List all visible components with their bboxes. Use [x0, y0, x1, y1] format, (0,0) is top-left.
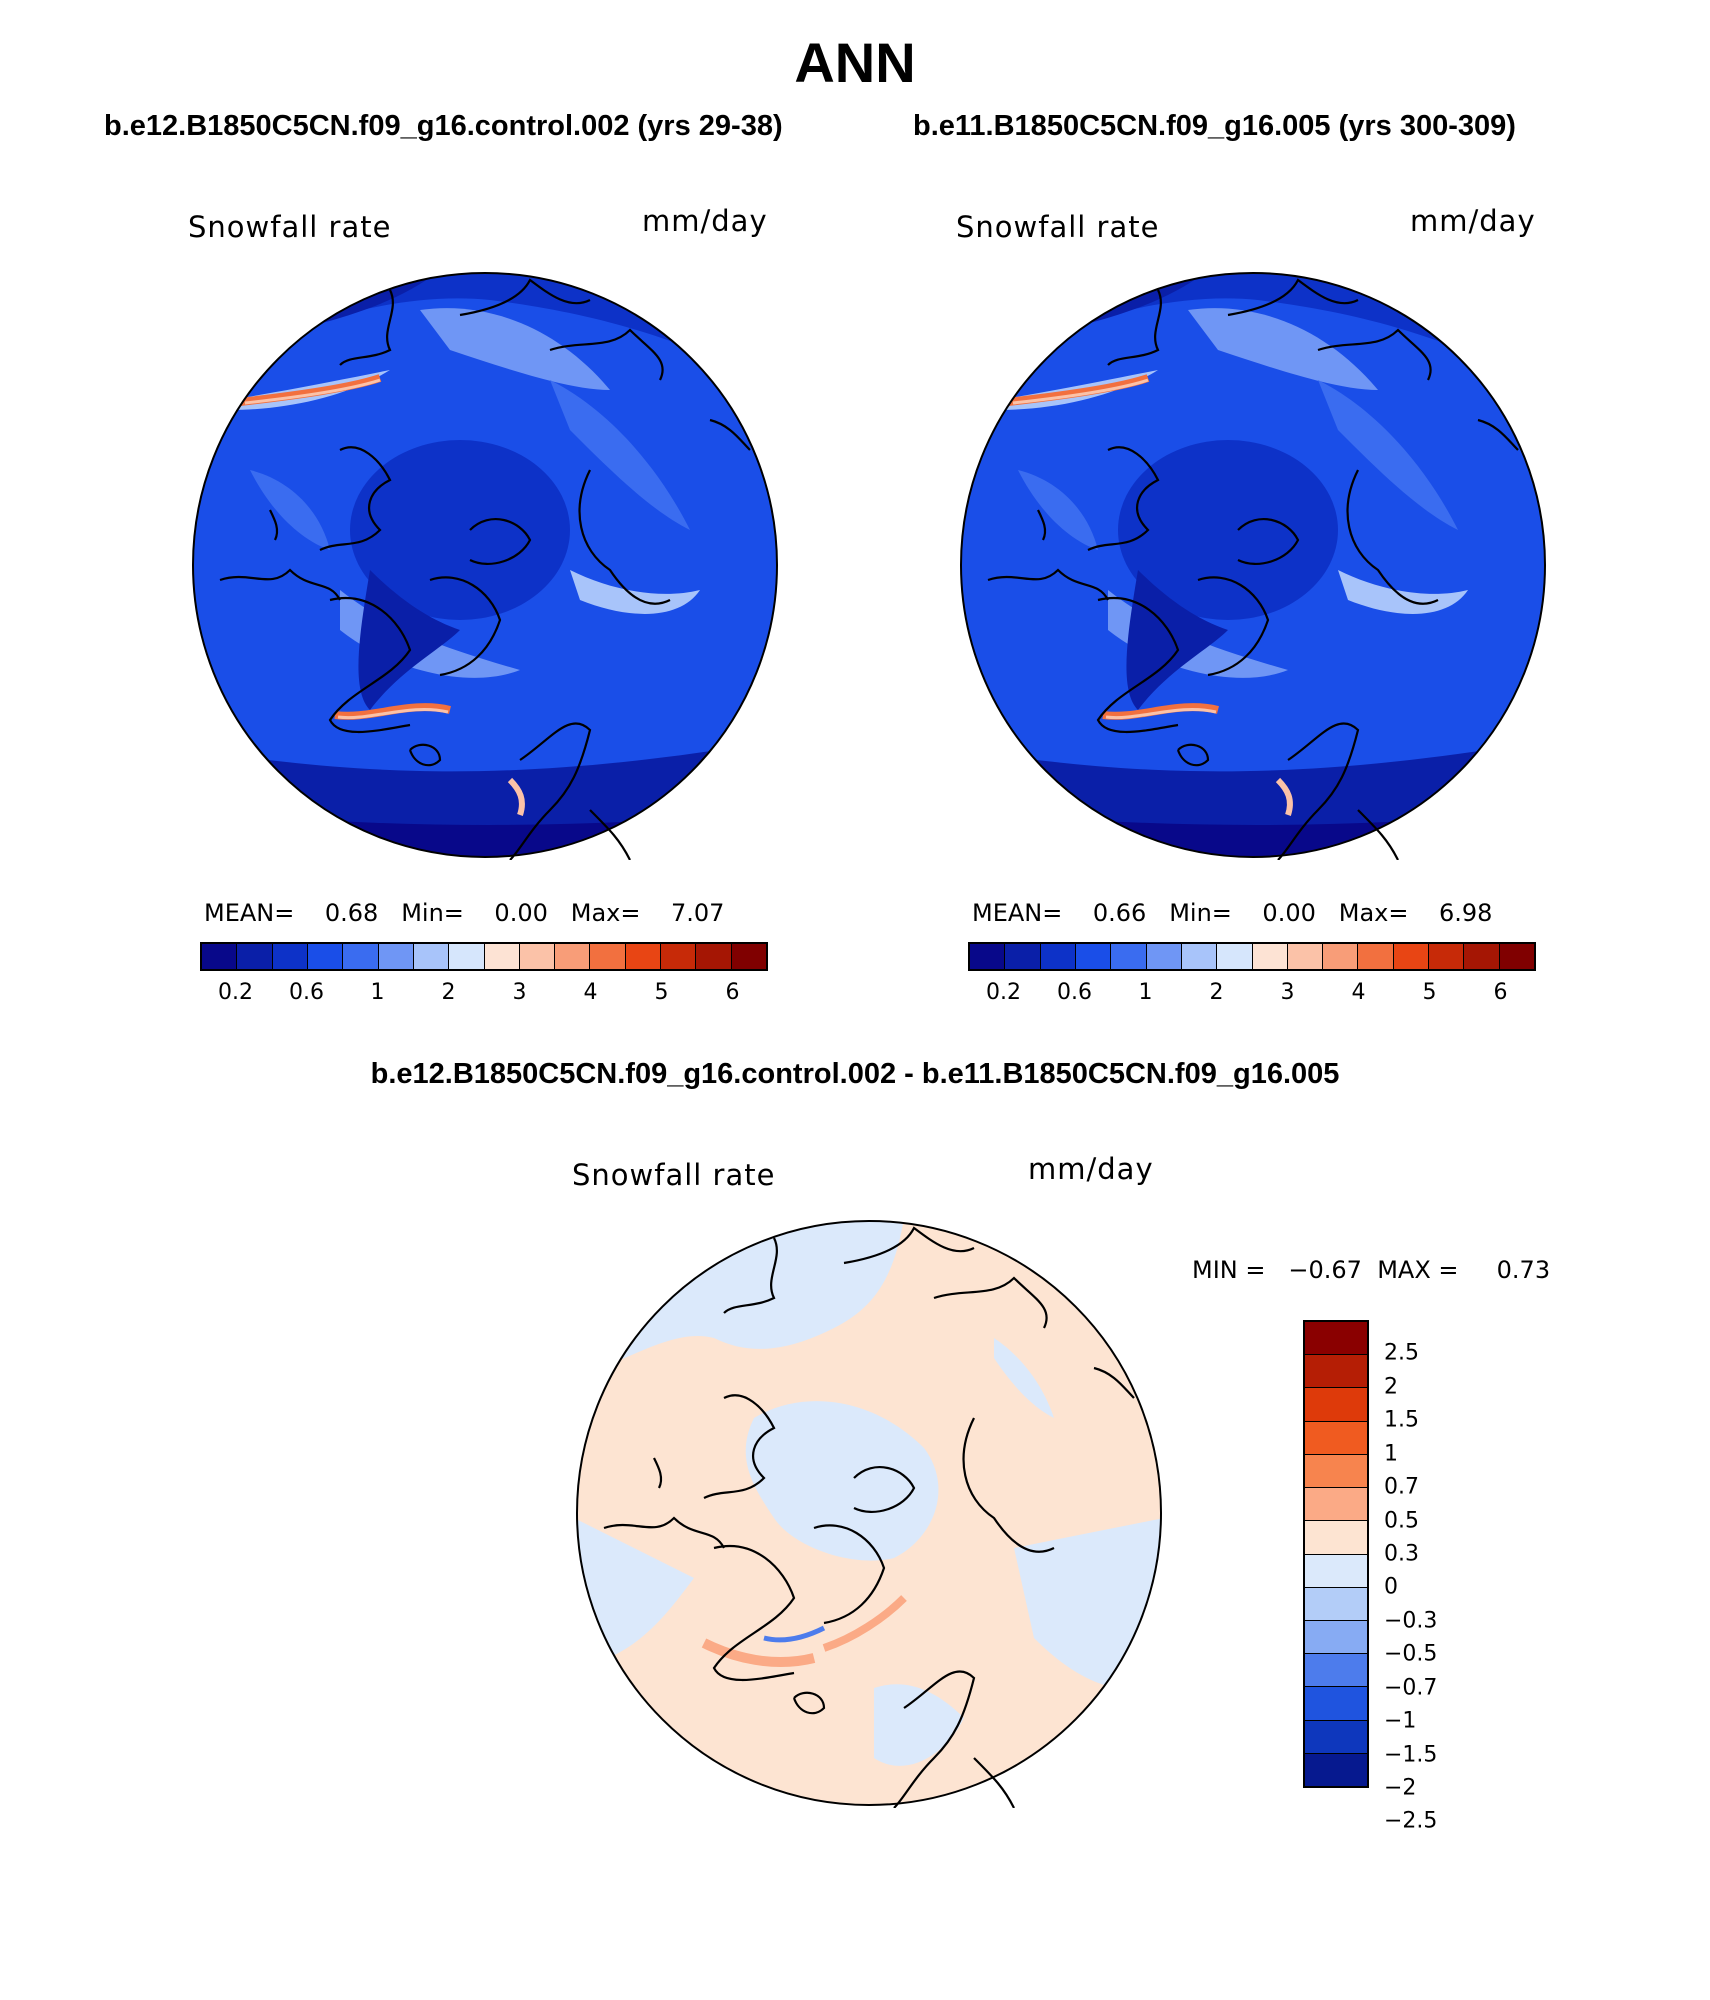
- panel1-colorbar-swatch: [555, 944, 590, 969]
- panel2-colorbar-swatch: [1111, 944, 1146, 969]
- panel2-colorbar-tick-label: 3: [1280, 980, 1295, 1005]
- panel1-colorbar-tick-label: 3: [512, 980, 527, 1005]
- panel2-colorbar-swatch: [1429, 944, 1464, 969]
- panel1-colorbar-swatch: [626, 944, 661, 969]
- panel1-colorbar-swatch: [308, 944, 343, 969]
- diff-colorbar-swatch: [1305, 1322, 1367, 1355]
- diff-colorbar-tick-label: 0.3: [1384, 1541, 1419, 1567]
- panel1-colorbar-tick-label: 0.2: [218, 980, 253, 1005]
- diff-colorbar-swatch: [1305, 1422, 1367, 1455]
- panel1-colorbar: [200, 942, 768, 971]
- panel2-colorbar-tick-label: 4: [1351, 980, 1366, 1005]
- panel2-colorbar-tick-label: 0.6: [1057, 980, 1092, 1005]
- diff-colorbar-swatch: [1305, 1355, 1367, 1388]
- panel2-colorbar-swatch: [1288, 944, 1323, 969]
- diff-colorbar-tick-label: 2.5: [1384, 1340, 1419, 1366]
- panel2-colorbar-swatch: [1041, 944, 1076, 969]
- panel1-colorbar-swatch: [520, 944, 555, 969]
- panel1-colorbar-swatch: [590, 944, 625, 969]
- diff-colorbar-tick-label: −0.5: [1384, 1641, 1438, 1667]
- panel1-colorbar-swatch: [449, 944, 484, 969]
- panel1-colorbar-swatch: [661, 944, 696, 969]
- diff-colorbar-tick-label: 0.5: [1384, 1508, 1419, 1534]
- panel2-colorbar-tick-label: 2: [1209, 980, 1224, 1005]
- panel1-colorbar-swatch: [414, 944, 449, 969]
- panel2-stats: MEAN= 0.66 Min= 0.00 Max= 6.98: [972, 899, 1493, 927]
- panel2-map: [958, 270, 1548, 860]
- panel2-colorbar-swatch: [1500, 944, 1534, 969]
- panel1-colorbar-tick-label: 5: [654, 980, 669, 1005]
- diff-colorbar-swatch: [1305, 1754, 1367, 1786]
- panel2-colorbar-swatch: [1147, 944, 1182, 969]
- diff-colorbar: [1303, 1320, 1369, 1788]
- panel2-colorbar-swatch: [1464, 944, 1499, 969]
- panel1-map: [190, 270, 780, 860]
- panel2-colorbar-tick-label: 1: [1138, 980, 1153, 1005]
- panel1-colorbar-swatch: [273, 944, 308, 969]
- diff-colorbar-tick-label: −0.3: [1384, 1608, 1438, 1634]
- diff-units-label: mm/day: [1028, 1152, 1154, 1186]
- panel1-colorbar-tick-label: 2: [441, 980, 456, 1005]
- panel1-colorbar-swatch: [485, 944, 520, 969]
- panel2-colorbar-swatch: [1394, 944, 1429, 969]
- difference-map: [574, 1218, 1164, 1808]
- panel2-colorbar-swatch: [1253, 944, 1288, 969]
- panel2-units-label: mm/day: [1410, 204, 1536, 238]
- panel1-colorbar-swatch: [696, 944, 731, 969]
- panel1-colorbar-tick-label: 6: [725, 980, 740, 1005]
- panel1-colorbar-tick-label: 4: [583, 980, 598, 1005]
- diff-colorbar-tick-label: −0.7: [1384, 1675, 1438, 1701]
- panel2-colorbar-tick-label: 6: [1493, 980, 1508, 1005]
- panel2-colorbar-tick-label: 0.2: [986, 980, 1021, 1005]
- diff-variable-label: Snowfall rate: [572, 1158, 776, 1192]
- panel2-colorbar-swatch: [1182, 944, 1217, 969]
- diff-colorbar-tick-label: 1: [1384, 1441, 1398, 1467]
- diff-colorbar-swatch: [1305, 1388, 1367, 1421]
- panel1-colorbar-swatch: [343, 944, 378, 969]
- panel1-colorbar-tick-label: 1: [370, 980, 385, 1005]
- panel2-colorbar-swatch: [1076, 944, 1111, 969]
- diff-colorbar-tick-label: 1.5: [1384, 1407, 1419, 1433]
- panel1-units-label: mm/day: [642, 204, 768, 238]
- panel1-colorbar-tick-label: 0.6: [289, 980, 324, 1005]
- panel2-colorbar-swatch: [1217, 944, 1252, 969]
- panel2-colorbar-swatch: [1005, 944, 1040, 969]
- diff-colorbar-swatch: [1305, 1455, 1367, 1488]
- diff-colorbar-tick-label: −1.5: [1384, 1742, 1438, 1768]
- diff-colorbar-tick-label: −1: [1384, 1708, 1417, 1734]
- diff-colorbar-swatch: [1305, 1555, 1367, 1588]
- diff-colorbar-swatch: [1305, 1687, 1367, 1720]
- diff-colorbar-tick-label: 2: [1384, 1374, 1398, 1400]
- diff-title: b.e12.B1850C5CN.f09_g16.control.002 - b.e11.B1850C5CN.f09_g16.005: [370, 1058, 1340, 1090]
- panel2-variable-label: Snowfall rate: [956, 210, 1160, 244]
- diff-colorbar-swatch: [1305, 1654, 1367, 1687]
- panel1-colorbar-swatch: [202, 944, 237, 969]
- diff-colorbar-swatch: [1305, 1521, 1367, 1554]
- panel2-colorbar-swatch: [1323, 944, 1358, 969]
- panel1-stats: MEAN= 0.68 Min= 0.00 Max= 7.07: [204, 899, 725, 927]
- diff-colorbar-tick-label: −2.5: [1384, 1808, 1438, 1834]
- diff-colorbar-tick-label: 0: [1384, 1574, 1398, 1600]
- diff-colorbar-swatch: [1305, 1588, 1367, 1621]
- diff-colorbar-swatch: [1305, 1488, 1367, 1521]
- diff-colorbar-swatch: [1305, 1621, 1367, 1654]
- panel2-colorbar-swatch: [970, 944, 1005, 969]
- right-case-title: b.e11.B1850C5CN.f09_g16.005 (yrs 300-309): [913, 110, 1516, 142]
- panel1-variable-label: Snowfall rate: [188, 210, 392, 244]
- panel1-colorbar-swatch: [732, 944, 766, 969]
- panel2-colorbar-tick-label: 5: [1422, 980, 1437, 1005]
- panel2-colorbar: [968, 942, 1536, 971]
- left-case-title: b.e12.B1850C5CN.f09_g16.control.002 (yrs 29-38): [104, 110, 783, 142]
- panel2-colorbar-swatch: [1358, 944, 1393, 969]
- figure-title: ANN: [794, 31, 916, 94]
- diff-colorbar-tick-label: −2: [1384, 1775, 1417, 1801]
- panel1-colorbar-swatch: [237, 944, 272, 969]
- diff-colorbar-swatch: [1305, 1721, 1367, 1754]
- diff-colorbar-tick-label: 0.7: [1384, 1474, 1419, 1500]
- panel1-colorbar-swatch: [379, 944, 414, 969]
- diff-stats: MIN = −0.67 MAX = 0.73: [1192, 1256, 1551, 1284]
